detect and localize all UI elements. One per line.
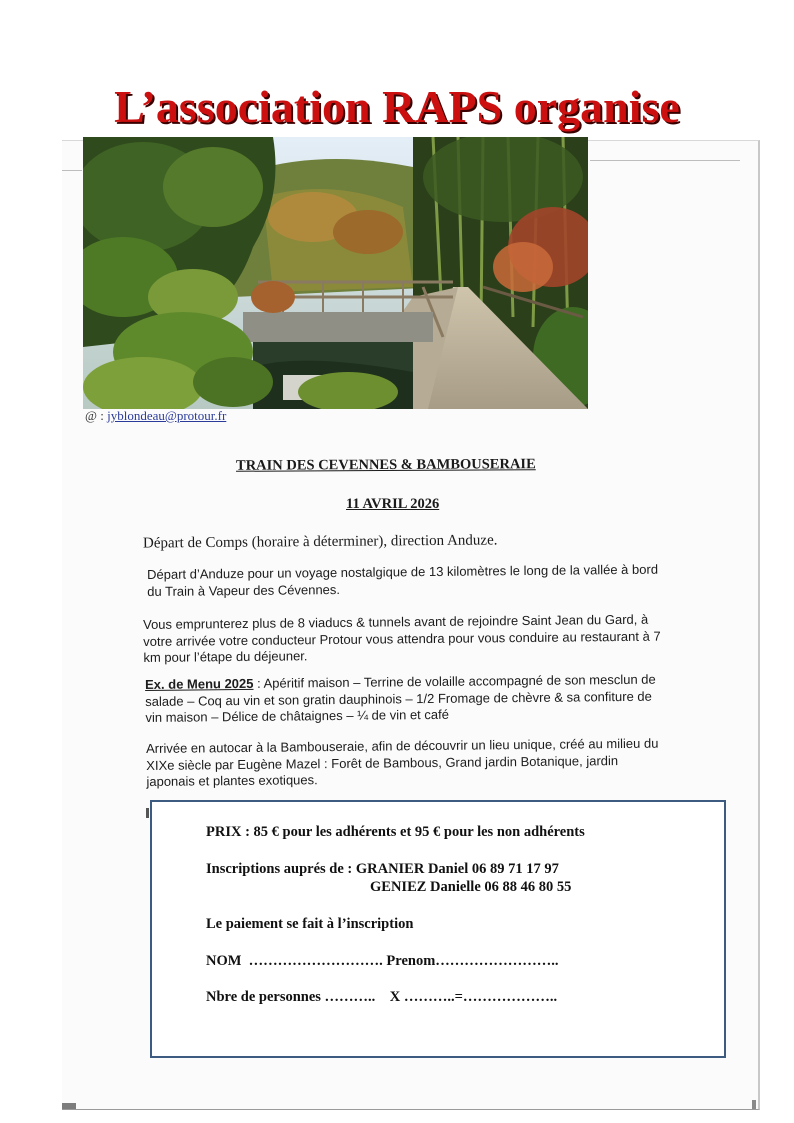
bambouseraie-paragraph: Arrivée en autocar à la Bambouseraie, afin de découvrir un lieu unique, créé au milieu du XIXe siècle par Eugène Mazel : Forêt de Bambous, Grand jardin Botanique, jardin japonais et plantes exotiques. [146,735,659,789]
payment-note: Le paiement se fait à l’inscription [206,916,414,932]
scan-artifact-line [62,170,82,171]
menu-text: : Apéritif maison – Terrine de volaille accompagné de son mesclun de salade – Coq au vin et son gratin dauphinois – 1/2 Fromage de chèvre & sa confiture de vin maison – Délice de châtaignes – ¼ de vin et café [145,671,656,725]
document-title: TRAIN DES CEVENNES & BAMBOUSERAIE [235,456,536,474]
inscriptions-contact-1: Inscriptions auprés de : GRANIER Daniel 06 89 71 17 97 [206,861,559,877]
train-paragraph: Départ d’Anduze pour un voyage nostalgique de 13 kilomètres le long de la vallée à bord du Train à Vapeur des Cévennes. [147,561,659,599]
email-link[interactable]: jyblondeau@protour.fr [107,408,227,423]
contact-line [85,408,226,424]
scan-artifact-line [590,160,740,161]
departure-line: Départ de Comps (horaire à déterminer), direction Anduze. [142,532,498,552]
name-field-line[interactable]: NOM ………………………. Prenom…………………….. [206,953,559,969]
main-title: L’association RAPS organise [114,81,680,132]
menu-label: Ex. de Menu 2025 [145,675,254,692]
scan-artifact-mark [62,1103,76,1109]
event-date: 11 AVRIL 2026 [346,496,440,512]
scan-artifact-mark [146,808,149,818]
bamboo-garden-photo [83,137,588,409]
inscriptions-contact-2: GENIEZ Danielle 06 88 46 80 55 [370,879,572,895]
email-prefix: @ : [85,408,104,423]
price-line: PRIX : 85 € pour les adhérents et 95 € pour les non adhérents [206,824,585,840]
persons-field-line[interactable]: Nbre de personnes ……….. X ………..=……………….. [206,989,558,1005]
menu-paragraph [145,672,670,727]
viaducts-paragraph: Vous emprunterez plus de 8 viaducs & tunnels avant de rejoindre Saint Jean du Gard, à votre arrivée votre conducteur Protour vous attendra pour vous conduire au restaurant à 7 km pour l’étape du déjeuner. [143,611,661,665]
photo-illustration [83,137,588,409]
scan-artifact-mark [752,1100,756,1109]
